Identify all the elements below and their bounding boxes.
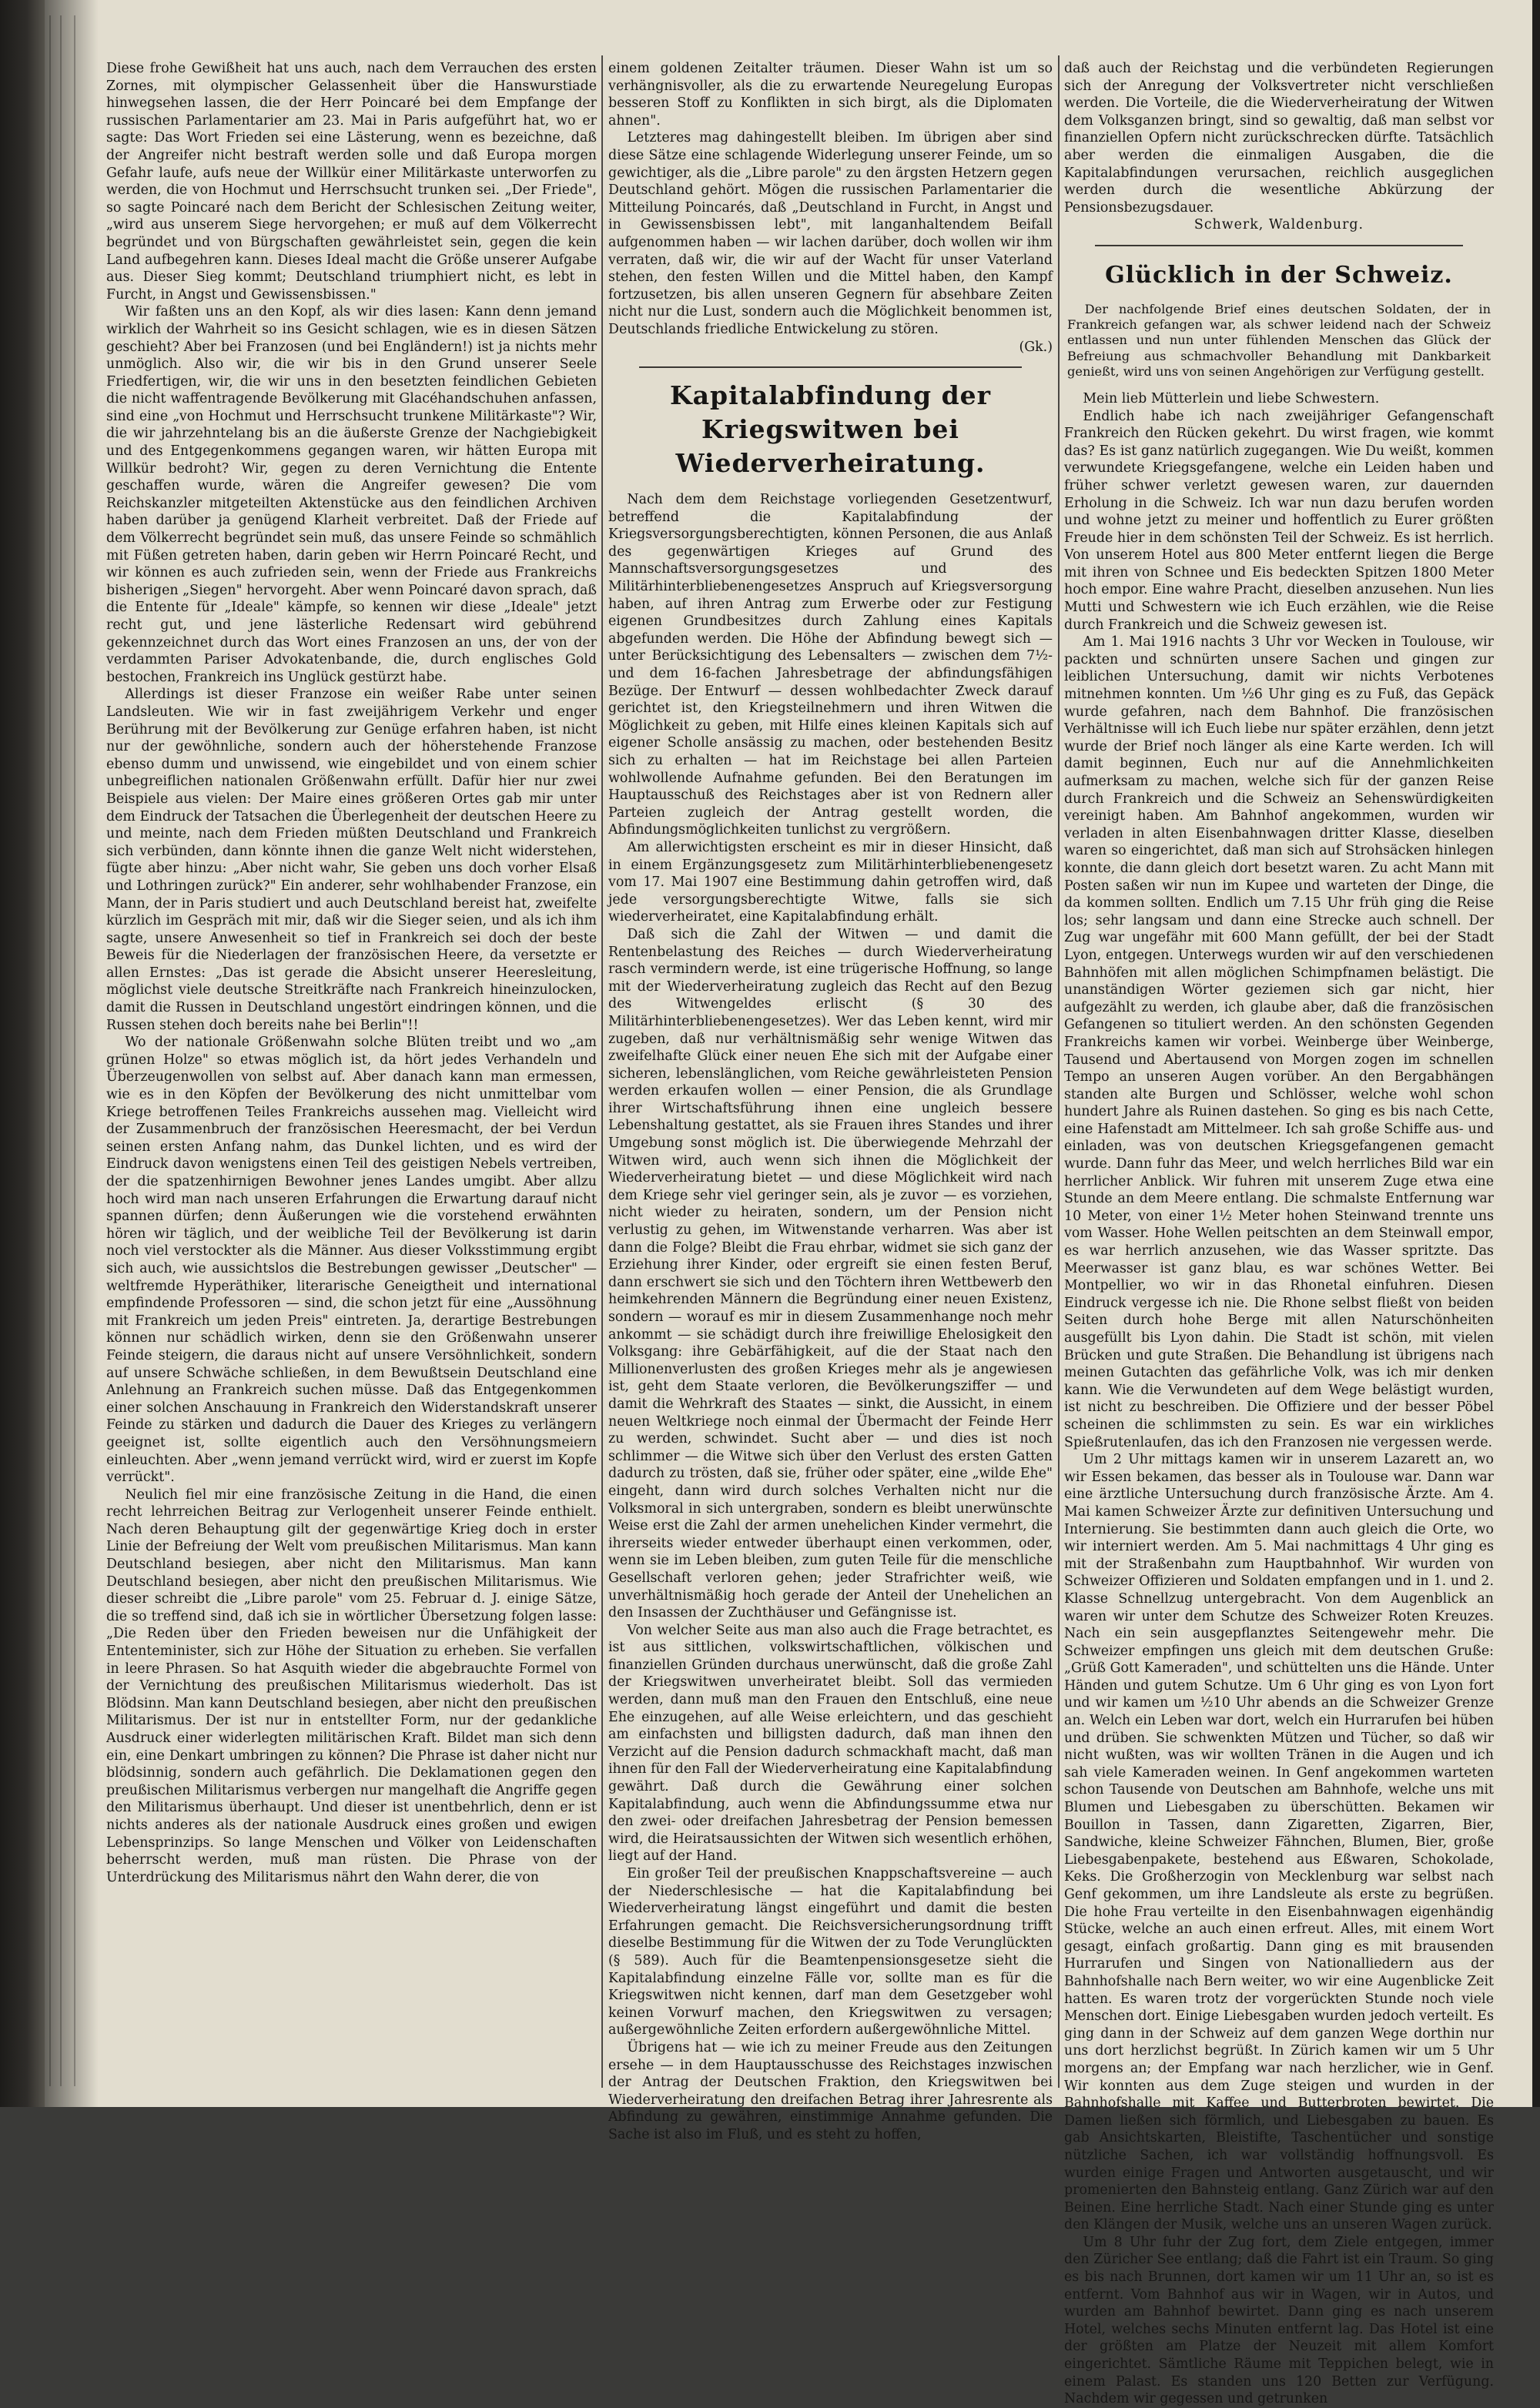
article-paragraph: Um 8 Uhr fuhr der Zug fort, dem Ziele entgegen, immer den Züricher See entlang; daß die Fahrt ist ein Traum. So ging es bis nach Brunnen, dort kamen wir um 11 Uhr an, so ist es entfernt. Vom Bahnhof aus wir in Wagen, wir in Autos, und wurden am Bahnhof bewirtet. Dann ging es nach unserem Hotel, welches sechs Minuten entfernt lag. Das Hotel ist eine der größten am Platze der Neuzeit mit allem Komfort eingerichtet. Sämtliche Räume mit Teppichen belegt, wie in einem Palast. Es standen uns 120 Betten zur Verfügung. Nachdem wir gegessen und getrunken xyxy=(1064,2234,1494,2407)
article-signature: Schwerk, Waldenburg. xyxy=(1194,217,1364,233)
article-signature: (Gk.) xyxy=(1019,339,1053,355)
article-headline: Kapitalabfindung der Kriegswitwen bei Wiederverheiratung. xyxy=(669,380,992,479)
article-paragraph: Wo der nationale Größenwahn solche Blüten treibt und wo „am grünen Holze" so etwas möglich ist, da hört jedes Verhandeln und Überzeugenwollen von selbst auf. Aber danach kann man ermessen, wie es in den Köpfen der Bevölkerung des nicht unmittelbar vom Kriege betroffenen Teiles Frankreichs aussehen mag. Vielleicht wird der Zusammenbruch der französischen Heeresmacht, der bei Verdun seinen ersten Anfang nahm, das Dunkel lichten, und es wird der Eindruck davon wenigstens einen Teil des geistigen Nebels vertreiben, der die spatzenhirnigen Bewohner jenes Landes umgibt. Aber allzu hoch wird man nach unseren Erfahrungen die Erwartung darauf nicht spannen dürfen; denn Äußerungen wie die vorstehend erwähnten hören wir täglich, und der weibliche Teil der Bevölkerung ist darin noch viel verstockter als die Männer. Aus dieser Volksstimmung ergibt sich auch, wie aussichtslos die Bestrebungen gewisser „Deutscher" — weltfremde Hyperäthiker, literarische Geneigtheit und international empfindende Professoren — sind, die schon jetzt für eine „Aussöhnung mit Frankreich um jeden Preis" eintreten. Ja, derartige Bestrebungen können nur schädlich wirken, denn sie den Größenwahn unserer Feinde steigern, die daraus nicht auf unsere Versöhnlichkeit, sondern auf unsere Schwäche schließen, in dem Bewußtsein Deutschland eine Anlehnung an Frankreich suchen müsse. Daß das Entgegenkommen einer solchen Anschauung in Frankreich den Widerstandskraft unserer Feinde zu stärken und dadurch die Dauer des Krieges zu verlängern geeignet ist, sollte eigentlich auch den Versöhnungsmeiern einleuchten. Aber „wenn jemand verrückt wird, wird er zuerst im Kopfe verrückt". xyxy=(106,1035,597,1486)
article-paragraph: Daß sich die Zahl der Witwen — und damit die Rentenbelastung des Reiches — durch Wiederverheiratung rasch vermindern werde, ist eine trügerische Hoffnung, so lange mit der Wiederverheiratung zugleich das Recht auf den Bezug des Witwengeldes erlischt (§ 30 des Militärhinterbliebenengesetzes). Wer das Leben kennt, wird mir zugeben, daß nur verhältnismäßig sehr wenige Witwen das zweifelhafte Glück einer neuen Ehe sich mit der Aufgabe einer sicheren, lebenslänglichen, vom Reiche gewährleisteten Pension werden erkaufen wollen — einer Pension, die als Grundlage ihrer Wirtschaftsführung ihnen eine ungleich bessere Lebenshaltung gestattet, als sie Frauen ihres Standes und ihrer Umgebung sonst möglich ist. Die überwiegende Mehrzahl der Witwen wird, auch wenn sich ihnen die Möglichkeit der Wiederverheiratung bietet — und diese Möglichkeit wird nach dem Kriege sehr viel geringer sein, als je zuvor — es vorziehen, nicht wieder zu heiraten, sondern, um der Pension nicht verlustig zu gehen, im Witwenstande verharren. Was aber ist dann die Folge? Bleibt die Frau ehrbar, widmet sie sich ganz der Erziehung ihrer Kinder, oder ergreift sie einen festen Beruf, dann erschwert sie sich und den Töchtern ihren Wettbewerb den heimkehrenden Männern die Begründung einer neuen Existenz, sondern — worauf es mir in diesem Zusammenhange noch mehr ankommt — sie schädigt durch ihre freiwillige Ehelosigkeit den Volksgang: ihre Gebärfähigkeit, auf die der Staat nach den Millionenverlusten des großen Krieges mehr als je angewiesen ist, geht dem Staate verloren, die Bevölkerungsziffer — und damit die Wehrkraft des Staates — sinkt, die Aussicht, in einem neuen Weltkriege noch einmal der Übermacht der Feinde Herr zu werden, schwindet. Sucht aber — und dies ist noch schlimmer — die Witwe sich über den Verlust des ersten Gatten dadurch zu trösten, daß sie, früher oder später, eine „wilde Ehe" eingeht, dann wird durch solches Verhalten nicht nur die Volksmoral in sich untergraben, sondern es bleibt unerwünschte Weise erst die Zahl der armen unehelichen Kinder vermehrt, die ihrerseits wieder entweder überhaupt einen verkommen, oder, wenn sie im Leben bleiben, zum guten Teile für die menschliche Gesellschaft verloren gehen; jeder Strafrichter weiß, wie unverhältnismäßig hoch gerade der Anteil der Unehelichen an den Insassen der Zuchthäuser und Gefängnisse ist. xyxy=(608,926,1053,1621)
column-3 xyxy=(1064,60,1494,2407)
article-paragraph: Ein großer Teil der preußischen Knappschaftsvereine — auch der Niederschlesische — hat die Kapitalabfindung bei Wiederverheiratung längst eingeführt und damit die besten Erfahrungen gemacht. Die Reichsversicherungsordnung trifft dieselbe Bestimmung für die Witwen der zu Tode Verunglückten (§ 589). Auch für die Beamtenpensionsgesetze sieht die Kapitalabfindung einzelne Fälle vor, sollte man es für die Kriegswitwen nicht kennen, darf man dem Gesetzgeber wohl keinen Vorwurf machen, den Kriegswitwen zu versagen; außergewöhnliche Zeiten erfordern außergewöhnliche Mittel. xyxy=(608,1866,1053,2038)
binding-shadow xyxy=(45,0,99,2107)
article-paragraph: Am 1. Mai 1916 nachts 3 Uhr vor Wecken in Toulouse, wir packten und schnürten unsere Sachen und gingen zur leiblichen Untersuchung, damit wir nichts Verbotenes mitnehmen konnten. Um ½6 Uhr ging es zu Fuß, das Gepäck wurde gefahren, nach dem Bahnhof. Die französischen Verhältnisse will ich Euch liebe nur später erzählen, denn jetzt wurde der Brief noch länger als eine Karte werden. Ich will damit beginnen, Euch nur auf die Annehmlichkeiten aufmerksam zu machen, welche sich für der ganzen Reise durch Frankreich und die Schweiz an Sehenswürdigkeiten vereinigt haben. Am Bahnhof angekommen, wurden wir verladen in alten Eisenbahnwagen dritter Klasse, dieselben waren so eingerichtet, daß man sich auf Strohsäcken hinlegen konnte, die dann gleich dort besetzt waren. Zu acht Mann mit Posten saßen wir nun im Kupee und warteten der Dinge, die da kommen sollten. Endlich um 7.15 Uhr früh ging die Reise los; sehr langsam und dann eine Strecke auch schnell. Der Zug war ungefähr mit 600 Mann gefüllt, der bei der Stadt Lyon, entgegen. Unterwegs wurden wir auf den verschiedenen Bahnhöfen mit allen möglichen Schimpfnamen belästigt. Die unanständigen Wörter geziemen sich gar nicht, hier aufgezählt zu werden, ich glaube aber, daß die französischen Gefangenen so tituliert werden. An den schönsten Gegenden Frankreichs kamen wir vorbei. Weinberge über Weinberge, Tausend und Abertausend von Morgen zogen im schnellen Tempo an unseren Augen vorüber. An den Bergabhängen standen alte Burgen und Schlösser, welche wohl schon hundert Jahre als Ruinen dastehen. So ging es bis nach Cette, eine Hafenstadt am Mittelmeer. Ich sah große Schiffe aus- und einladen, was von deutschen Kriegsgefangenen gemacht wurde. Dann fuhr das Meer, und welch herrliches Bild war ein herrlicher Anblick. Wir fuhren mit unserem Zuge etwa eine Stunde an dem Meere entlang. Die schmalste Entfernung war 10 Meter, von einer 1½ Meter hohen Steinwand trennte uns vom Wasser. Hohe Wellen peitschten an dem Steinwall empor, es war herrlich anzusehen, wie das Wasser spritzte. Das Meerwasser ist ganz blau, es war schönes Wetter. Bei Montpellier, wo wir in das Rhonetal einfuhren. Diesen Eindruck vergesse ich nie. Die Rhone selbst fließt von beiden Seiten durch hohe Berge mit allen Naturschönheiten ausgefüllt bis Lyon dahin. Die Stadt ist schön, mit vielen Brücken und gute Straßen. Die Behandlung ist übrigens nach meinen Gutachten das gefährliche Volk, was ich mir denken kann. Wie die Verwundeten auf dem Wege belästigt wurden, ist nicht zu beschreiben. Die Offiziere und der besser Pöbel scheinen die schlimmsten zu sein. Es war ein wirkliches Spießrutenlaufen, das ich den Franzosen nie vergessen werde. xyxy=(1064,634,1494,1450)
page-stack-line xyxy=(49,15,51,2086)
article-intro: Der nachfolgende Brief eines deutschen Soldaten, der in Frankreich gefangen war, als schwer leidend nach der Schweiz entlassen und nun unter fühlenden Menschen das Glück der Befreiung aus schmachvoller Behandlung mit Dankbarkeit genießt, wird uns von seinen Angehörigen zur Verfügung gestellt. xyxy=(1067,301,1491,379)
article-paragraph: Allerdings ist dieser Franzose ein weißer Rabe unter seinen Landsleuten. Wie wir in fast zweijährigem Verkehr und enger Berührung mit der Bevölkerung zur Genüge erfahren haben, ist nicht nur der gewöhnliche, sondern auch der höherstehende Franzose ebenso dumm und unwissend, wie eingebildet und von einem schier unbegreiflichen nationalen Größenwahn erfüllt. Dafür hier nur zwei Beispiele aus vielen: Der Maire eines größeren Ortes gab mir unter dem Eindruck der Tatsachen die Überlegenheit der deutschen Heere zu und meinte, nach dem Frieden müßten Deutschland und Frankreich sich verbünden, dann könnte ihnen die ganze Welt nicht widerstehen, fügte aber hinzu: „Aber nicht wahr, Sie geben uns doch vorher Elsaß und Lothringen zurück?" Ein anderer, sehr wohlhabender Franzose, ein Mann, der in Paris studiert und auch Deutschland bereist hat, zweifelte kürzlich im Gespräch mit mir, daß wir die Sieger seien, und als ich ihm sagte, unsere Anwesenheit so tief in Frankreich sei doch der beste Beweis für die Niederlagen der französischen Heere, da versetzte er allen Ernstes: „Das ist gerade die Absicht unserer Heeresleitung, möglichst viele deutsche Streitkräfte nach Frankreich hineinzulocken, damit die Russen in Deutschland ungestört eindringen können, und die Russen stehen doch bereits nahe bei Berlin"!! xyxy=(106,687,597,1033)
article-paragraph: Wir faßten uns an den Kopf, als wir dies lasen: Kann denn jemand wirklich der Wahrheit so ins Gesicht schlagen, wie es in diesen Sätzen geschieht? Aber bei Franzosen (und bei Engländern!) ist ja nichts mehr unmöglich. Also wir, die wir bis in den Grund unserer Seele Friedfertigen, wir, die wir uns in den besetzten feindlichen Gebieten die nicht waffentragende Bevölkerung mit Glacéhandschuhen anfassen, sind eine „von Hochmut und Herrschsucht trunkene Militärkaste"? Wir, die wir jahrzehntelang bis an die äußerste Grenze der Nachgiebigkeit und des Entgegenkommens gegangen waren, wir hätten Europa mit Willkür bedroht? Wir, gegen zu deren Vernichtung die Entente geschaffen wurde, wären die Angreifer gewesen? Die vom Reichskanzler mitgeteilten Aktenstücke aus den feindlichen Archiven haben darüber ja genügend Klarheit verbreitet. Daß der Friede auf dem Völkerrecht begründet sein muß, das unsere Feinde so schmählich mit Füßen getreten haben, darin geben wir Herrn Poincaré Recht, und wir können es auch zufrieden sein, wenn der Friede aus Frankreichs bisherigen „Siegen" hervorgeht. Aber wenn Poincaré davon sprach, daß die Entente für „Ideale" kämpfe, so kennen wir diese „Ideale" jetzt recht gut, und jene lästerliche Redensart wird gebührend gekennzeichnet durch das Wort eines Franzosen an uns, der von der verdammten Pariser Advokatenbande, die, durch englisches Gold bestochen, Frankreich ins Unglück gestürzt habe. xyxy=(106,304,597,685)
article-paragraph: Um 2 Uhr mittags kamen wir in unserem Lazarett an, wo wir Essen bekamen, das besser als in Toulouse war. Dann war eine ärztliche Untersuchung durch französische Ärzte. Am 4. Mai kamen Schweizer Ärzte zur definitiven Untersuchung und Internierung. Sie bestimmten dann auch gleich die Orte, wo wir interniert werden. Am 5. Mai nachmittags 4 Uhr ging es mit der Straßenbahn zum Hauptbahnhof. Wir wurden von Schweizer Offizieren und Soldaten empfangen und in 1. und 2. Klasse Schnellzug untergebracht. Von dem Augenblick an waren wir unter dem Schutze des Schweizer Roten Kreuzes. Nach ein sein ausgepflanztes Seitengewehr mehr. Die Schweizer empfingen uns gleich mit dem deutschen Gruße: „Grüß Gott Kameraden", und schüttelten uns die Hände. Unter Händen und gutem Schutze. Um 6 Uhr ging es von Lyon fort und wir kamen um ½10 Uhr abends an die Schweizer Grenze an. Welch ein Leben war dort, welch ein Hurrarufen bei hüben und drüben. Sie schwenkten Mützen und Tücher, so daß wir nicht wußten, was wir wollten Tränen in die Augen und ich sah viele Kameraden weinen. In Genf angekommen warteten schon Tausende von Deutschen am Bahnhofe, welche uns mit Blumen und Liebesgaben zu überschütten. Bekamen wir Bouillon in Tassen, dann Zigaretten, Zigarren, Bier, Sandwiche, kleine Schweizer Fähnchen, Blumen, Bier, große Liebesgabenpakete, bestehend aus Eßwaren, Schokolade, Keks. Die Großherzogin von Mecklenburg war selbst nach Genf gekommen, um ihre Landsleute als erste zu begrüßen. Die hohe Frau verteilte in den Eisenbahnwagen eigenhändig Stücke, welche an auch einen erfreut. Alles, mit einem Wort gesagt, einfach großartig. Dann ging es mit brausenden Hurrarufen und Singen von Nationalliedern aus der Bahnhofshalle nach Bern weiter, wo wir eine Augenblicke Zeit hatten. Es waren trotz der vorgerückten Stunde noch viele Menschen dort. Einige Liebesgaben wurden jedoch verteilt. Es ging dann in der Schweiz auf dem ganzen Wege dorthin nur uns dort herzlichst begrüßt. In Zürich kamen wir um 5 Uhr morgens an; der Empfang war nach herzlicher, wie in Genf. Wir konnten aus dem Zuge steigen und wurden in der Bahnhofshalle mit Kaffee und Butterbroten bewirtet. Die Damen ließen sich förmlich, und Liebesgaben zu bauen. Es gab Ansichtskarten, Bleistifte, Taschentücher und sonstige nützliche Sachen, ich war vollständig hoffnungsvoll. Es wurden einige Fragen und Antworten ausgetauscht, und wir promenierten den Bahnsteig entlang. Ganz Zürich war auf den Beinen. Eine herrliche Stadt. Nach einer Stunde ging es unter den Klängen der Musik, welche uns an unseren Wagen zurück. xyxy=(1064,1452,1494,2233)
article-paragraph: Endlich habe ich nach zweijähriger Gefangenschaft Frankreich den Rücken gekehrt. Du wirst fragen, wie kommt das? Es ist ganz natürlich zugegangen. Wie Du weißt, kommen verwundete Kriegsgefangene, welche ein Leiden haben und früher schwer verletzt gewesen waren, zur dauernden Erholung in die Schweiz. Ich war nun dazu berufen worden und wohne jetzt zu meiner und hoffentlich zu Eurer größten Freude hier in dem schönsten Teil der Schweiz. Es ist herrlich. Von unserem Hotel aus 800 Meter entfernt liegen die Berge mit ihren von Schnee und Eis bedeckten Spitzen 1800 Meter hoch empor. Eine wahre Pracht, dieselben anzusehen. Nun lies Mutti und Schwestern wie ich Euch erzählen, wie die Reise durch Frankreich und die Schweiz gewesen ist. xyxy=(1064,408,1494,633)
letter-greeting: Mein lieb Mütterlein und liebe Schwestern. xyxy=(1083,390,1380,406)
article-paragraph: einem goldenen Zeitalter träumen. Dieser Wahn ist um so verhängnisvoller, als die zu erwartende Neuregelung Europas besseren Stoff zu Konflikten in sich birgt, als die Diplomaten ahnen". xyxy=(608,61,1053,129)
column-2 xyxy=(608,60,1053,2142)
page-right-edge xyxy=(1532,0,1540,2107)
page-stack-line xyxy=(60,15,62,2086)
article-paragraph: daß auch der Reichstag und die verbündeten Regierungen sich der Anregung der Volksvertreter nicht verschließen werden. Die Vorteile, die die Wiederverheiratung der Witwen dem Volksganzen bringt, sind so gewaltig, daß man selbst vor finanziellen Opfern nicht zurückschrecken dürfte. Tatsächlich aber werden die einmaligen Ausgaben, die die Kapitalabfindungen verursachen, reichlich ausgeglichen werden durch die wesentliche Abkürzung der Pensionsbezugsdauer. xyxy=(1064,61,1494,216)
article-paragraph: Von welcher Seite aus man also auch die Frage betrachtet, es ist aus sittlichen, volkswirtschaftlichen, völkischen und finanziellen Gründen durchaus unerwünscht, daß die große Zahl der Kriegswitwen unverheiratet bleibt. Soll das vermieden werden, dann muß man den Frauen den Entschluß, eine neue Ehe einzugehen, auf alle Weise erleichtern, und das geschieht am einfachsten und billigsten dadurch, daß man ihnen den Verzicht auf die Pension dadurch schmackhaft macht, daß man ihnen für den Fall der Wiederverheiratung eine Kapitalabfindung gewährt. Daß durch die Gewährung einer solchen Kapitalabfindung, auch wenn die Abfindungssumme etwa nur den zwei- oder dreifachen Jahresbetrag der Pension bemessen wird, die Heiratsaussichten der Witwen sich wesentlich erhöhen, liegt auf der Hand. xyxy=(608,1622,1053,1865)
page-stack-line xyxy=(74,15,75,2086)
article-paragraph: Am allerwichtigsten erscheint es mir in dieser Hinsicht, daß in einem Ergänzungsgesetz zum Militärhinterbliebenengesetz vom 17. Mai 1907 eine Bestimmung dahin getroffen wird, daß jede versorgungsberechtigte Witwe, falls sie sich wiederverheiratet, eine Kapitalabfindung erhält. xyxy=(608,839,1053,925)
column-rule xyxy=(1058,55,1060,2088)
article-paragraph: Letzteres mag dahingestellt bleiben. Im übrigen aber sind diese Sätze eine schlagende Widerlegung unserer Feinde, um so gewichtiger, als die „Libre parole" zu den ärgsten Hetzern gegen Deutschland gehört. Mögen die russischen Parlamentarier die Mitteilung Poincarés, daß „Deutschland in Furcht, in Angst und in Gewissensbissen lebt", mit langanhaltendem Beifall aufgenommen haben — wir lachen darüber, doch wollen wir ihm verraten, daß wir, die wir auf der Wacht für unser Vaterland stehen, den festen Willen und die Mittel haben, den Kampf fortzusetzen, bis allen unseren Gegnern für absehbare Zeiten nicht nur die Lust, sondern auch die Möglichkeit benommen ist, Deutschlands friedliche Entwickelung zu stören. xyxy=(608,130,1053,337)
book-binding-edge xyxy=(0,0,45,2107)
column-1 xyxy=(106,60,597,2085)
article-paragraph: Neulich fiel mir eine französische Zeitung in die Hand, die einen recht lehrreichen Beitrag zur Verlogenheit unserer Feinde enthielt. Nach deren Behauptung gilt der gegenwärtige Krieg doch in erster Linie der Befreiung der Welt vom preußischen Militarismus. Man kann Deutschland besiegen, aber nicht den Militarismus. Man kann Deutschland besiegen, aber nicht den preußischen Militarismus. Wie dieser schreibt die „Libre parole" vom 25. Februar d. J. einige Sätze, die so treffend sind, daß ich sie in wörtlicher Übersetzung folgen lasse: „Die Reden über den Frieden beweisen nur die Unfähigkeit der Ententeminister, sich zur Höhe der Situation zu erheben. Sie verfallen in leere Phrasen. So hat Asquith wieder die abgebrauchte Formel von der Vernichtung des preußischen Militarismus wiederholt. Das ist Blödsinn. Man kann Deutschland besiegen, aber nicht den preußischen Militarismus. Der ist nur in entstellter Form, nur der gedankliche Ausdruck einer widerlegten militärischen Kraft. Bildet man sich denn ein, eine Denkart umbringen zu können? Die Phrase ist daher nicht nur blödsinnig, sondern auch gefährlich. Die Deklamationen gegen den preußischen Militarismus verbergen nur mangelhaft die Angriffe gegen den Militarismus überhaupt. Und dieser ist unentbehrlich, denn er ist nichts anderes als der nationale Ausdruck eines großen und ewigen Lebensprinzips. So lange Menschen und Völker von Leidenschaften beherrscht werden, muß man rüsten. Die Phrase von der Unterdrückung des Militarismus nährt den Wahn derer, die von xyxy=(106,1487,597,1885)
section-divider xyxy=(639,366,1022,368)
column-rule xyxy=(601,55,603,2088)
article-headline: Glücklich in der Schweiz. xyxy=(1105,261,1453,289)
article-paragraph: Diese frohe Gewißheit hat uns auch, nach dem Verrauchen des ersten Zornes, mit olympischer Gelassenheit über die Hanswurstiade hinwegsehen lassen, die der Herr Poincaré bei dem Empfange der russischen Parlamentarier am 23. Mai in Paris aufgeführt hat, wo er sagte: Das Wort Frieden sei eine Lästerung, wenn es bezeichne, daß der Angreifer nicht bestraft werden solle und daß Europa morgen Gefahr laufe, aufs neue der Willkür einer Militärkaste unterworfen zu werden, die von Hochmut und Herrschsucht trunken sei. „Der Friede", so sagte Poincaré nach dem Bericht der Schlesischen Zeitung weiter, „wird aus unserem Siege hervorgehen; er muß auf dem Völkerrecht begründet und von Bürgschaften gewährleistet sein, gegen die kein Land aufbegehren kann. Dieses Ideal macht die Größe unserer Aufgabe aus. Dieser Sieg kommt; Deutschland triumphiert nicht, es lebt in Furcht, in Angst und Gewissensbissen." xyxy=(106,61,597,303)
article-paragraph: Nach dem dem Reichstage vorliegenden Gesetzentwurf, betreffend die Kapitalabfindung der Kriegsversorgungsberechtigten, können Personen, die aus Anlaß des gegenwärtigen Krieges auf Grund des Mannschaftsversorgungsgesetzes und des Militärhinterbliebenengesetzes Anspruch auf Kriegsversorgung haben, auf ihren Antrag zum Erwerbe oder zur Festigung eigenen Grundbesitzes durch Zahlung eines Kapitals abgefunden werden. Die Höhe der Abfindung bewegt sich — unter Berücksichtigung des Lebensalters — zwischen dem 7½- und dem 16-fachen Jahresbetrage der abfindungsfähigen Bezüge. Der Entwurf — dessen wohlbedachter Zweck darauf gerichtet ist, den Kriegsteilnehmern und ihren Witwen die Möglichkeit zu geben, mit Hilfe eines kleinen Kapitals sich auf eigener Scholle ansässig zu machen, oder bestehenden Besitz sich zu erhalten — hat im Reichstage bei allen Parteien wohlwollende Aufnahme gefunden. Bei den Beratungen im Hauptausschuß des Reichstages aber ist von Rednern aller Parteien zugleich der Antrag gestellt worden, die Abfindungsmöglichkeiten tunlichst zu vergrößern. xyxy=(608,492,1053,838)
section-divider xyxy=(1095,245,1463,246)
article-paragraph: Übrigens hat — wie ich zu meiner Freude aus den Zeitungen ersehe — in dem Hauptausschusse des Reichstages inzwischen der Antrag der Deutschen Fraktion, den Kriegswitwen bei Wiederverheiratung den dreifachen Betrag ihrer Jahresrente als Abfindung zu gewähren, einstimmige Annahme gefunden. Die Sache ist also im Fluß, und es steht zu hoffen, xyxy=(608,2039,1053,2142)
